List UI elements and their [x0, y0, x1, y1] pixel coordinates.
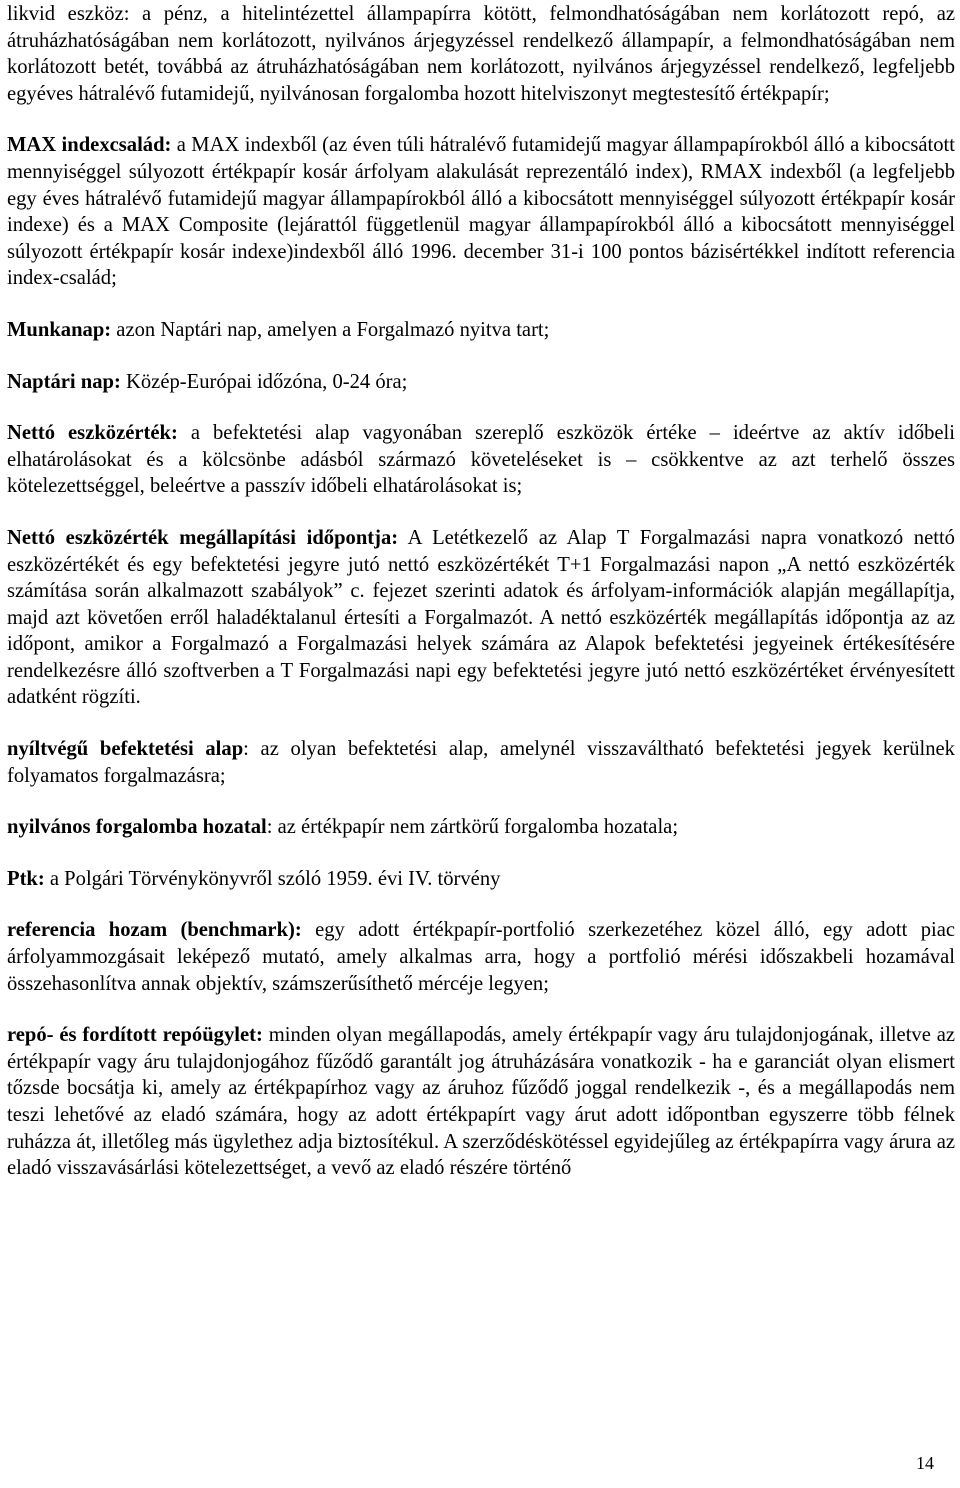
- definition-text: : az olyan befektetési alap, amelynél visszaváltható befektetési jegyek kerülnek folyamatos forgalmazásra;: [7, 738, 955, 787]
- paragraph-spacer: [7, 500, 955, 525]
- definition-term: Nettó eszközérték:: [7, 422, 178, 445]
- paragraph-spacer: [7, 789, 955, 814]
- definition-text: A Letétkezelő az Alap T Forgalmazási napra vonatkozó nettó eszközértékét és egy befektetési jegyre jutó nettó eszközértékét T+1 Forgalmazási napon „A nettó eszközérték számítása során alkalmazott szabályok” c. fejezet szerinti adatok és árfolyam-információk alapján megállapítja, majd azt követően erről haladéktalanul értesíti a Forgalmazót. A nettó eszközérték megállapítás időpontja az az időpont, amikor a Forgalmazó a Forgalmazási helyek számára az Alapok befektetési jegyeinek értékesítésére rendelkezésre álló szoftverben a T Forgalmazási napi egy befektetési jegyre jutó nettó eszközértéket érvényesített adatként rögzíti.: [7, 526, 955, 709]
- definition-term: MAX indexcsalád:: [7, 134, 172, 157]
- paragraph-spacer: [7, 711, 955, 736]
- paragraph-spacer: [7, 344, 955, 369]
- paragraph-spacer: [7, 997, 955, 1022]
- paragraph-naptari-nap: [7, 369, 955, 396]
- paragraph-spacer: [7, 107, 955, 132]
- paragraph-nyiltvegu-alap: [7, 736, 955, 789]
- definition-text: a MAX indexből (az éven túli hátralévő futamidejű magyar állampapírokból álló a kibocsátott mennyiséggel súlyozott értékpapír kosár árfolyam alakulását reprezentáló index), RMAX indexből (a legfeljebb egy éves hátralévő futamidejű magyar állampapírokból álló a kibocsátott mennyiséggel súlyozott értékpapír kosár indexe) és a MAX Composite (lejárattól függetlenül magyar állampapírokból álló a kibocsátott mennyiséggel súlyozott értékpapír kosár indexe)indexből álló 1996. december 31-i 100 pontos bázisértékkel indított referencia index-család;: [7, 134, 955, 290]
- definition-text: azon Naptári nap, amelyen a Forgalmazó nyitva tart;: [111, 318, 550, 341]
- definition-text: a befektetési alap vagyonában szereplő eszközök értéke – ideértve az aktív időbeli elhatárolásokat és a kölcsönbe adásból származó követeléseket is – csökkentve az azt terhelő összes kötelezettséggel, beleértve a passzív időbeli elhatárolásokat is;: [7, 422, 955, 498]
- definition-term: Nettó eszközérték megállapítási időpontja:: [7, 526, 399, 549]
- definition-text: minden olyan megállapodás, amely értékpapír vagy áru tulajdonjogának, illetve az értékpapír vagy áru tulajdonjogához fűződő garantált jog átruházására vonatkozik - ha e garanciát olyan elismert tőzsde bocsátja ki, amely az értékpapírhoz vagy az áruhoz fűződő joggal rendelkezik -, és a megállapodás nem teszi lehetővé az eladó számára, hogy az adott értékpapírt vagy árut adott időpontban egyszerre több félnek ruházza át, illetőleg más ügylethez adja biztosítékul. A szerződéskötéssel egyidejűleg az értékpapírra vagy árura az eladó visszavásárlási kötelezettséget, a vevő az eladó részére történő: [7, 1024, 955, 1180]
- definition-text: : az értékpapír nem zártkörű forgalomba hozatala;: [266, 816, 679, 839]
- paragraph-netto-eszkozertek-idopont: [7, 525, 955, 711]
- paragraph-spacer: [7, 892, 955, 917]
- definition-term: Ptk:: [7, 867, 45, 890]
- paragraph-repo-ugylet: [7, 1022, 955, 1182]
- paragraph-munkanap: [7, 317, 955, 344]
- paragraph-spacer: [7, 395, 955, 420]
- document-page: [7, 0, 955, 1182]
- paragraph-text: likvid eszköz: a pénz, a hitelintézettel állampapírra kötött, felmondhatóságában nem korlátozott repó, az átruházhatóságában nem korlátozott, nyilvános árjegyzéssel rendelkező állampapír, a felmondhatóságában nem korlátozott betét, továbbá az átruházhatóságában nem korlátozott, nyilvános árjegyzéssel rendelkező, legfeljebb egyéves hátralévő futamidejű, nyilvánosan forgalomba hozott hitelviszonyt megtestesítő értékpapír;: [7, 3, 955, 105]
- definition-term: referencia hozam (benchmark):: [7, 919, 302, 942]
- paragraph-referencia-hozam: [7, 917, 955, 997]
- definition-text: egy adott értékpapír-portfolió szerkezetéhez közel álló, egy adott piac árfolyammozgásait leképező mutató, amely alkalmas arra, hogy a portfolió mérési időszakbeli hozamával összehasonlítva annak objektív, számszerűsíthető mércéje legyen;: [7, 919, 955, 995]
- paragraph-nyilvanos-forgalomba-hozatal: [7, 814, 955, 841]
- paragraph-netto-eszkozertek: [7, 420, 955, 500]
- page-number: 14: [916, 1453, 934, 1473]
- definition-text: a Polgári Törvénykönyvről szóló 1959. évi IV. törvény: [44, 867, 501, 890]
- paragraph-ptk: [7, 866, 955, 893]
- definition-term: nyilvános forgalomba hozatal: [7, 816, 267, 839]
- definition-text: Közép-Európai időzóna, 0-24 óra;: [120, 370, 408, 393]
- definition-term: repó- és fordított repóügylet:: [7, 1024, 263, 1047]
- definition-term: nyíltvégű befektetési alap: [7, 738, 244, 761]
- paragraph-max-indexcsalad: [7, 132, 955, 292]
- paragraph-spacer: [7, 841, 955, 866]
- definition-term: Munkanap:: [7, 318, 112, 341]
- definition-term: Naptári nap:: [7, 370, 121, 393]
- paragraph-spacer: [7, 292, 955, 317]
- paragraph-likvid-eszkoz: [7, 1, 955, 107]
